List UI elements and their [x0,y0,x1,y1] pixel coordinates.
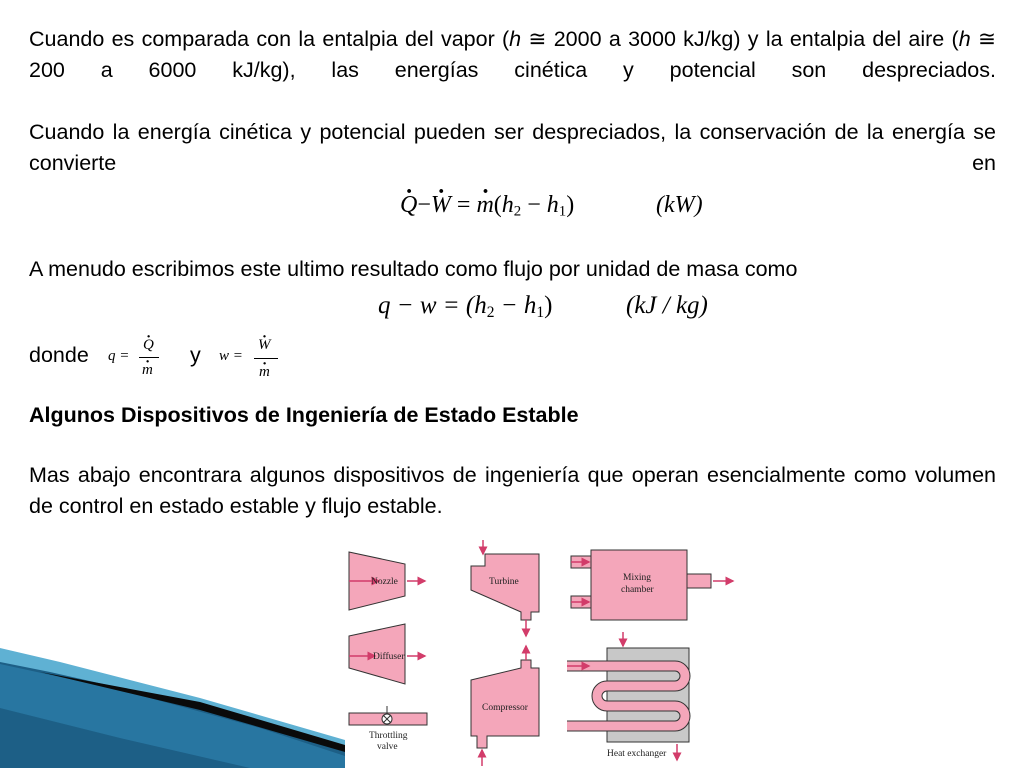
symbol-w-dot: · W [431,192,451,219]
section-heading: Algunos Dispositivos de Ingeniería de Estado Estable [29,403,579,427]
devices-figure [345,540,757,768]
diffuser-diagram [349,624,425,684]
decorative-swoosh [0,628,345,768]
text-segment: Cuando es comparada con la entalpia del vapor ( [29,27,510,51]
symbol-q-dot: · Q [400,192,417,219]
operator: − [417,192,431,218]
heat-exchanger-label: Heat exchanger [607,749,667,759]
subscript: 1 [558,203,567,220]
operator: − [527,192,541,218]
nozzle-diagram [349,552,425,610]
symbol-h: h [546,192,559,218]
equation-energy-balance [400,192,574,221]
subscript: 2 [513,203,522,220]
paren: ( [493,192,502,218]
throttling-label-1: Throttling [369,731,408,741]
equation-unit-kw: (kW) [656,192,703,218]
equation-per-unit-mass [378,292,552,322]
def-denominator-m-dot: · m [259,364,270,381]
subscript: 2 [486,303,495,321]
paragraph-devices-intro: Mas abajo encontrara algunos dispositivos de ingeniería que operan esencialmente como volumen de control en estado estable y flujo estable. [29,463,996,518]
turbine-diagram [471,540,539,636]
def-denominator-m-dot: · m [142,362,153,379]
paren: ) [566,192,575,218]
throttling-label-2: valve [377,742,398,752]
mixing-chamber-diagram [571,550,733,620]
turbine-body [471,554,539,620]
operator: = [456,192,471,218]
symbol-h: h [958,27,971,51]
symbol-h: h [501,192,514,218]
compressor-diagram [471,646,539,766]
approx-symbol: ≅ [528,27,547,51]
approx-symbol: ≅ [977,27,996,51]
label-donde: donde [29,343,89,367]
paragraph-enthalpy-comparison [29,24,996,117]
throttling-valve-diagram [349,706,427,752]
def-numerator-q-dot: · Q [143,337,154,354]
mixing-label-1: Mixing [623,573,651,583]
paragraph-energy-conservation: Cuando la energía cinética y potencial pueden ser despreciados, la conservación de la energía se convierte en [29,120,996,175]
turbine-label: Turbine [489,577,519,587]
equation-unit-kj-kg: (kJ / kg) [626,292,708,319]
symbol-h: h [509,27,522,51]
subscript: 1 [536,303,545,321]
def-lhs: w = [219,348,243,364]
diffuser-label: Diffuser [373,652,405,662]
def-numerator-w-dot: · W [258,337,271,354]
paragraph-per-unit-mass: A menudo escribimos este ultimo resultado como flujo por unidad de masa como [29,257,798,281]
def-lhs: q = [108,348,130,364]
symbol-m-dot: · m [476,192,493,219]
nozzle-label: Nozzle [371,577,398,587]
paren: ) [544,292,553,319]
heat-exchanger-diagram [567,632,689,760]
mixing-label-2: chamber [621,585,654,595]
compressor-label: Compressor [482,703,528,713]
text-segment: 2000 a 3000 kJ/kg) y la entalpia del aire ( [553,27,959,51]
equation-mid: − h [494,292,537,319]
label-y: y [190,343,201,367]
equation-lhs: q − w = (h [378,292,487,319]
text-segment: 200 a 6000 kJ/kg), las energías cinética y potencial son despreciados. [29,58,996,82]
